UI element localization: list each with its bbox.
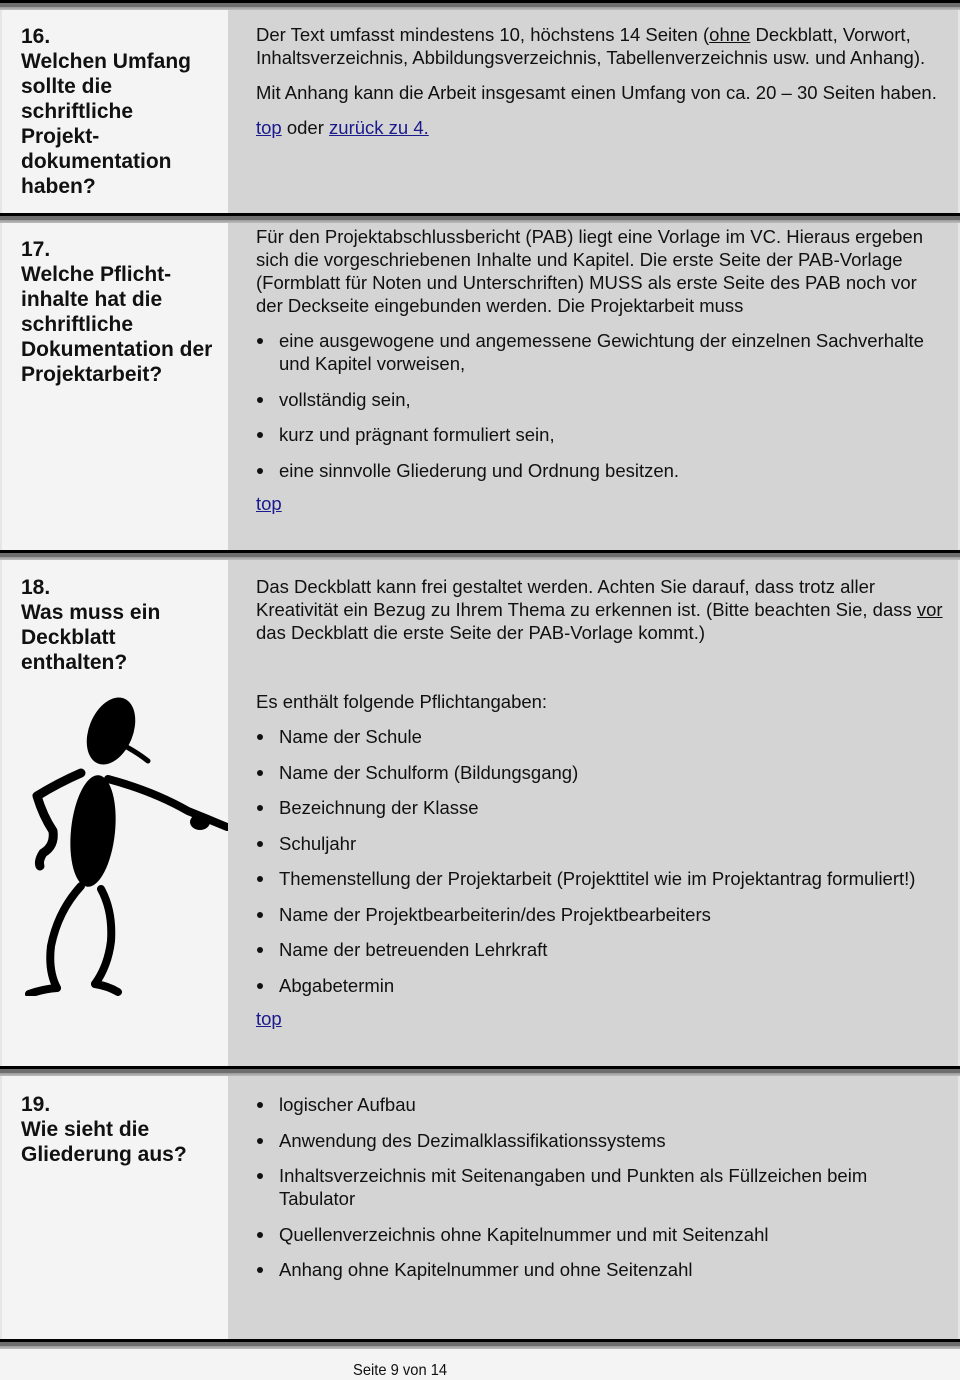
faq-row-16 (0, 10, 960, 213)
bullet-icon (257, 468, 263, 474)
list-item: Quellenverzeichnis ohne Kapitelnummer und mit Seitenzahl (256, 1223, 944, 1246)
row-separator (0, 550, 960, 560)
list-item: logischer Aufbau (256, 1093, 944, 1116)
list-item: Anwendung des Dezimalklassifikationssystems (256, 1129, 944, 1152)
bullet-icon (257, 805, 263, 811)
list-item: Name der Schule (256, 725, 944, 748)
row-separator (0, 1066, 960, 1076)
link-line: top oder zurück zu 4. (256, 117, 429, 138)
list-item: Name der betreuenden Lehrkraft (256, 938, 944, 961)
bullet-icon (257, 912, 263, 918)
question-text: Welche Pflicht-inhalte hat die schriftliche Dokumentation der Projektarbeit? (21, 263, 213, 386)
bullet-icon (257, 841, 263, 847)
outline-requirements-list (256, 1093, 944, 1281)
answer-cell (228, 10, 960, 213)
link-line (256, 1007, 944, 1030)
list-item: Name der Schulform (Bildungsgang) (256, 761, 944, 784)
question-number: 16. (21, 25, 51, 48)
list-item: eine sinnvolle Gliederung und Ordnung besitzen. (256, 459, 944, 482)
row-separator (0, 1339, 960, 1349)
list-item: Abgabetermin (256, 974, 944, 997)
bullet-icon (257, 983, 263, 989)
bullet-icon (257, 1267, 263, 1273)
faq-row-18 (0, 560, 960, 1066)
page-number: Seite 9 von 14 (353, 1362, 448, 1379)
answer-paragraph: Für den Projektabschlussbericht (PAB) liegt eine Vorlage im VC. Hieraus ergeben sich die vorgeschriebenen Inhalte und Kapitel. Die erste Seite der PAB-Vorlage (Formblatt für Noten und Unterschriften) MUSS als erste Seite des PAB noch vor der Deckseite eingebunden werden. Die Projektarbeit muss (256, 226, 924, 316)
faq-row-17 (0, 223, 960, 550)
bullet-icon (257, 1138, 263, 1144)
answer-cell (228, 560, 960, 1066)
link-line (256, 492, 944, 515)
bullet-icon (257, 432, 263, 438)
bullet-icon (257, 770, 263, 776)
answer-paragraph: Mit Anhang kann die Arbeit insgesamt einen Umfang von ca. 20 – 30 Seiten haben. (256, 82, 937, 103)
question-text: Was muss ein Deckblatt enthalten? (21, 601, 161, 674)
question-cell (0, 10, 228, 213)
list-item: Schuljahr (256, 832, 944, 855)
top-link[interactable]: top (256, 117, 282, 138)
list-item: eine ausgewogene und angemessene Gewichtung der einzelnen Sachverhalte und Kapitel vorweisen, (256, 329, 944, 375)
cover-page-requirements-list (256, 725, 944, 997)
requirements-list (256, 329, 944, 482)
page-footer (0, 1362, 960, 1380)
question-text: Wie sieht die Gliederung aus? (21, 1118, 187, 1166)
list-item: Anhang ohne Kapitelnummer und ohne Seitenzahl (256, 1258, 944, 1281)
answer-cell (228, 1076, 960, 1339)
back-to-4-link[interactable]: zurück zu 4. (329, 117, 429, 138)
pointing-stick-figure-icon (13, 691, 218, 1002)
row-separator (0, 213, 960, 223)
emphasis-underline: ohne (709, 24, 751, 45)
bullet-icon (257, 876, 263, 882)
question-number: 17. (21, 238, 51, 261)
answer-paragraph: Es enthält folgende Pflichtangaben: (256, 691, 548, 712)
question-number: 18. (21, 576, 51, 599)
question-text: Welchen Umfang sollte die schriftliche Projekt-dokumentation haben? (21, 50, 191, 198)
answer-paragraph: Das Deckblatt kann frei gestaltet werden. Achten Sie darauf, dass trotz aller Kreativität ein Bezug zu Ihrem Thema zu erkennen ist. (Bitte beachten Sie, dass vor das Deckblatt die erste Seite der PAB-Vorlage kommt.) (256, 576, 943, 643)
faq-row-19 (0, 1076, 960, 1339)
list-item: Name der Projektbearbeiterin/des Projektbearbeiters (256, 903, 944, 926)
answer-paragraph: Der Text umfasst mindestens 10, höchstens 14 Seiten (ohne Deckblatt, Vorwort, Inhaltsverzeichnis, Abbildungsverzeichnis, Tabellenverzeichnis usw. und Anhang). (256, 24, 926, 68)
bullet-icon (257, 1232, 263, 1238)
emphasis-underline: vor (916, 599, 943, 620)
list-item: vollständig sein, (256, 388, 944, 411)
list-item: Themenstellung der Projektarbeit (Projekttitel wie im Projektantrag formuliert!) (256, 867, 944, 890)
list-item: kurz und prägnant formuliert sein, (256, 423, 944, 446)
question-cell (0, 1076, 228, 1339)
answer-cell (228, 223, 960, 550)
question-number: 19. (21, 1093, 51, 1116)
top-link[interactable]: top (256, 493, 282, 514)
bullet-icon (257, 397, 263, 403)
question-cell (0, 560, 228, 1066)
list-item: Bezeichnung der Klasse (256, 796, 944, 819)
question-cell (0, 223, 228, 550)
bullet-icon (257, 338, 263, 344)
top-link[interactable]: top (256, 1008, 282, 1029)
row-separator (0, 0, 960, 10)
list-item: Inhaltsverzeichnis mit Seitenangaben und Punkten als Füllzeichen beim Tabulator (256, 1164, 944, 1210)
bullet-icon (257, 734, 263, 740)
bullet-icon (257, 947, 263, 953)
bullet-icon (257, 1102, 263, 1108)
bullet-icon (257, 1173, 263, 1179)
